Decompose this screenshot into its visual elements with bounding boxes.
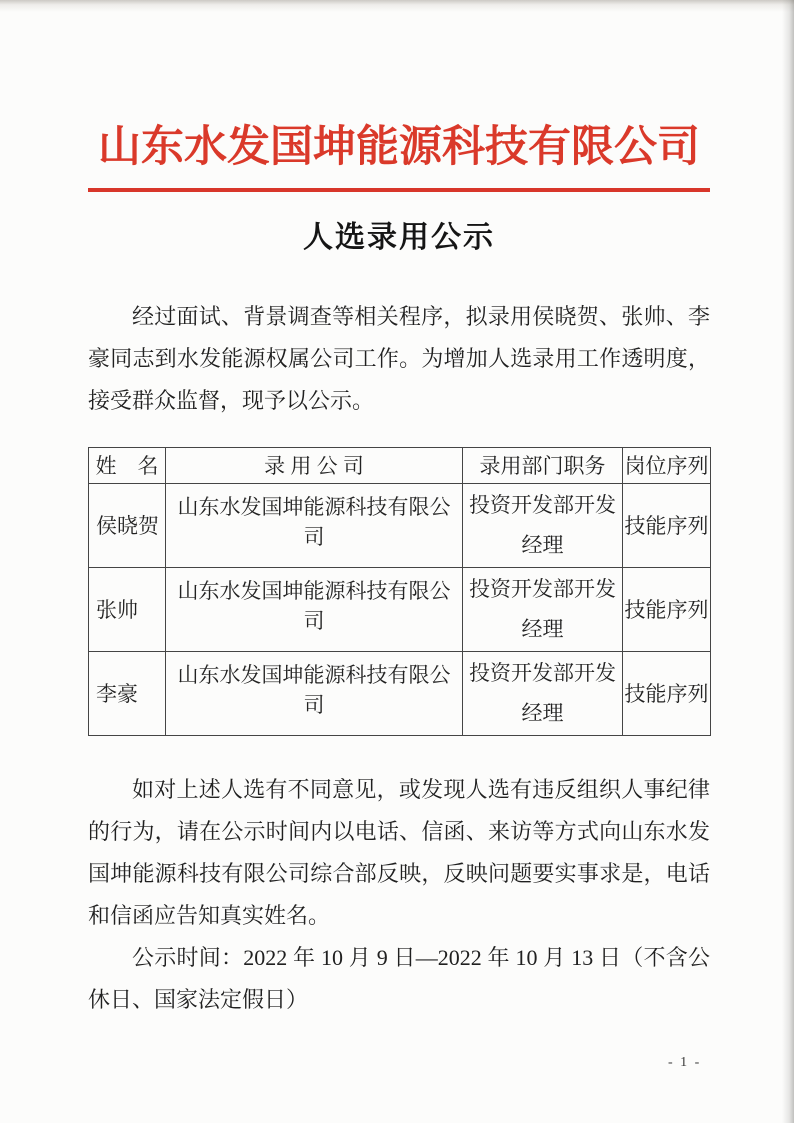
column-header-sequence: 岗位序列: [623, 447, 711, 483]
column-header-name: 姓 名: [89, 447, 166, 483]
table-row: [89, 483, 711, 567]
cell-hiring-company: 山东水发国坤能源科技有限公司: [166, 651, 463, 735]
cell-post-sequence: 技能序列: [623, 651, 711, 735]
cell-candidate-name: 李豪: [89, 651, 166, 735]
cell-department-position: 投资开发部开发经理: [463, 651, 623, 735]
table-row: [89, 651, 711, 735]
objection-paragraph: 如对上述人选有不同意见，或发现人选有违反组织人事纪律的行为，请在公示时间内以电话、信函、来访等方式向山东水发国坤能源科技有限公司综合部反映，反映问题要实事求是，电话和信函应告知真实姓名。: [88, 776, 710, 928]
document-content: [88, 0, 710, 1021]
cell-department-position: 投资开发部开发经理: [463, 567, 623, 651]
company-title: 山东水发国坤能源科技有限公司: [98, 124, 700, 171]
cell-hiring-company: 山东水发国坤能源科技有限公司: [166, 567, 463, 651]
recruitment-table: [88, 447, 711, 736]
cell-candidate-name: 侯晓贺: [89, 483, 166, 567]
cell-post-sequence: 技能序列: [623, 567, 711, 651]
cell-post-sequence: 技能序列: [623, 483, 711, 567]
document-title: 人选录用公示: [303, 220, 495, 254]
title-divider-rule: [88, 188, 710, 192]
page-number: - 1 -: [668, 1055, 702, 1070]
cell-department-position: 投资开发部开发经理: [463, 483, 623, 567]
table-row: [89, 567, 711, 651]
cell-candidate-name: 张帅: [89, 567, 166, 651]
publicity-period-paragraph: 公示时间：2022 年 10 月 9 日—2022 年 10 月 13 日（不含公休日、国家法定假日）: [88, 944, 710, 1012]
column-header-company: 录 用 公 司: [166, 447, 463, 483]
intro-paragraph: 经过面试、背景调查等相关程序，拟录用侯晓贺、张帅、李豪同志到水发能源权属公司工作。为增加人选录用工作透明度，接受群众监督，现予以公示。: [88, 303, 710, 413]
table-header-row: [89, 447, 711, 483]
scan-edge-right: [782, 0, 794, 1123]
column-header-position: 录用部门职务: [463, 447, 623, 483]
cell-hiring-company: 山东水发国坤能源科技有限公司: [166, 483, 463, 567]
